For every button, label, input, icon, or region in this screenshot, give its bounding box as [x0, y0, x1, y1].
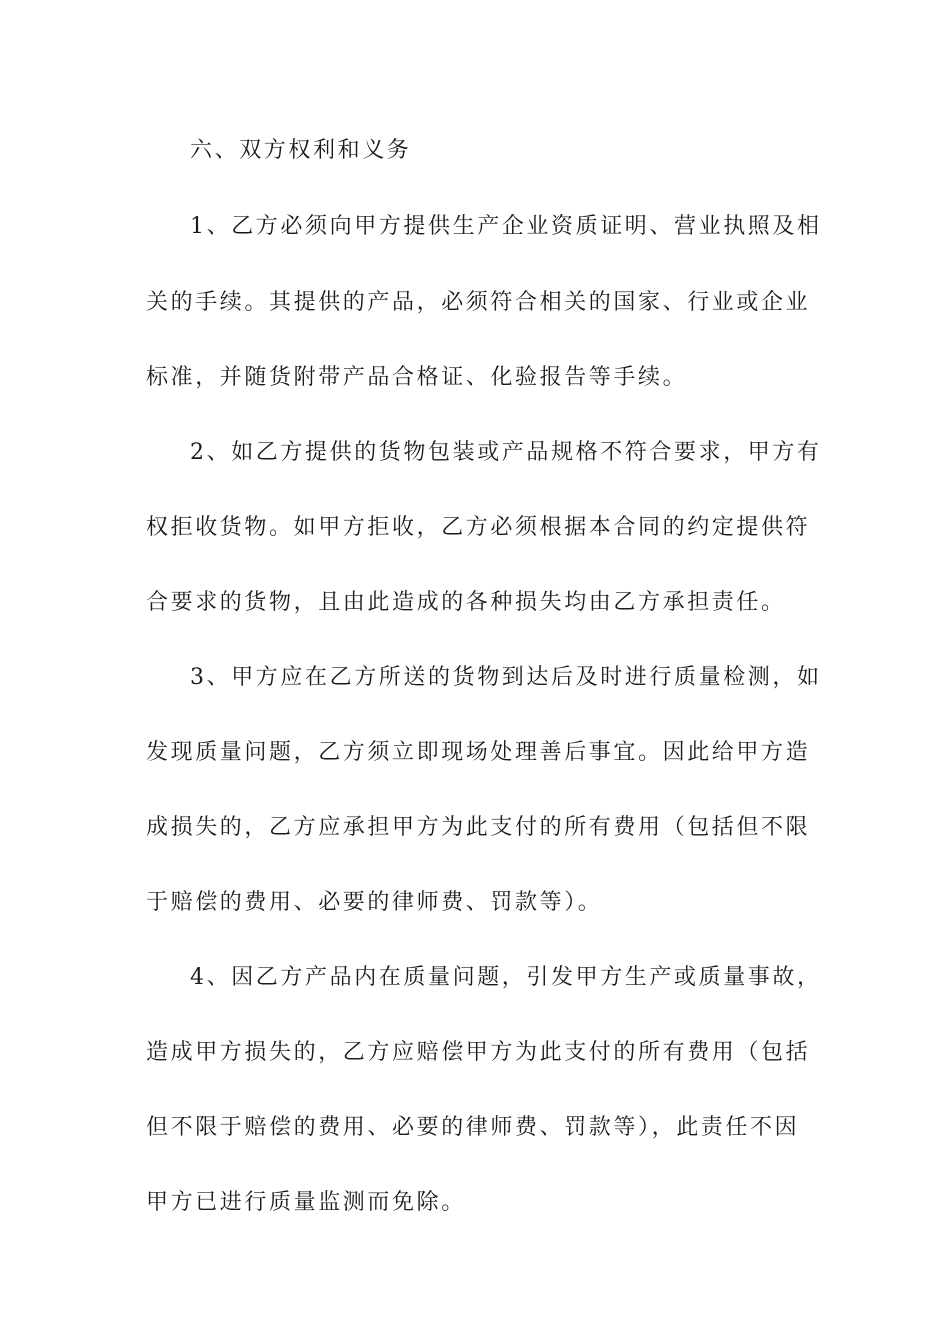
- paragraph-line: 3、甲方应在乙方所送的货物到达后及时进行质量检测，如: [190, 665, 822, 690]
- paragraph-line: 成损失的，乙方应承担甲方为此支付的所有费用（包括但不限: [146, 815, 811, 840]
- paragraph-line: 关的手续。其提供的产品，必须符合相关的国家、行业或企业: [146, 290, 811, 315]
- paragraph-line: 权拒收货物。如甲方拒收，乙方必须根据本合同的约定提供符: [146, 515, 811, 540]
- paragraph-line: 于赔偿的费用、必要的律师费、罚款等）。: [146, 890, 603, 915]
- paragraph-line: 4、因乙方产品内在质量问题，引发甲方生产或质量事故，: [190, 965, 822, 990]
- paragraph-line: 发现质量问题，乙方须立即现场处理善后事宜。因此给甲方造: [146, 740, 811, 765]
- section-heading: 六、双方权利和义务: [190, 138, 412, 163]
- paragraph-line: 合要求的货物，且由此造成的各种损失均由乙方承担责任。: [146, 590, 786, 615]
- paragraph-line: 甲方已进行质量监测而免除。: [146, 1190, 466, 1215]
- paragraph-line: 但不限于赔偿的费用、必要的律师费、罚款等），此责任不因: [146, 1115, 800, 1140]
- paragraph-line: 造成甲方损失的，乙方应赔偿甲方为此支付的所有费用（包括: [146, 1040, 811, 1065]
- paragraph-line: 标准，并随货附带产品合格证、化验报告等手续。: [146, 365, 688, 390]
- paragraph-line: 1、乙方必须向甲方提供生产企业资质证明、营业执照及相: [190, 214, 822, 239]
- paragraph-line: 2、如乙方提供的货物包装或产品规格不符合要求，甲方有: [190, 440, 822, 465]
